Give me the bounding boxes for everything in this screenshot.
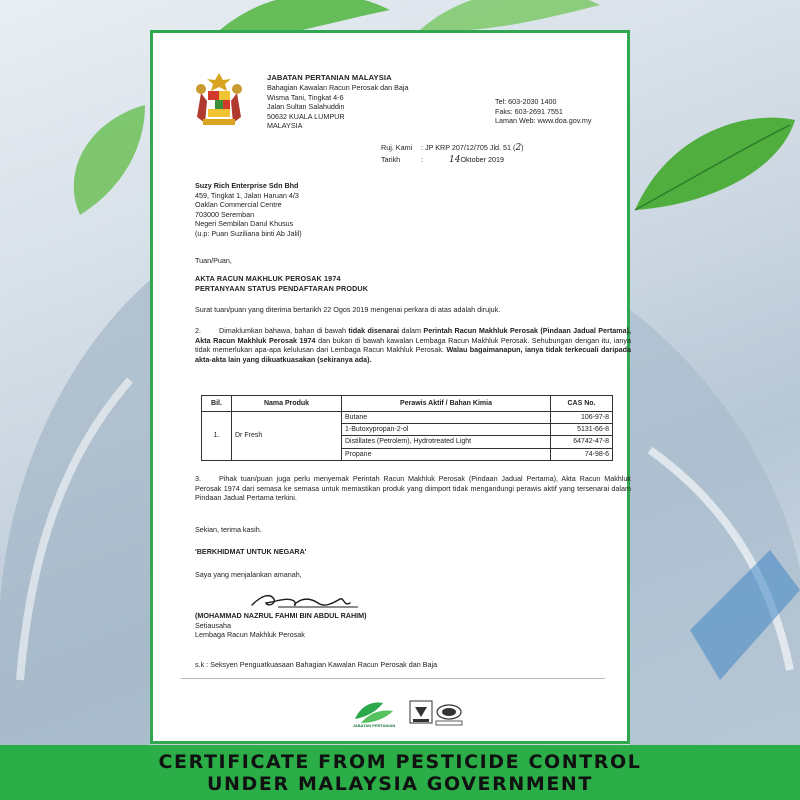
agency-contact xyxy=(495,97,625,126)
cell-ingredient: Distillates (Petrolem), Hydrotreated Light xyxy=(342,436,551,448)
cell-ingredient: 1-Butoxypropan-2-ol xyxy=(342,424,551,436)
background-swoosh-left xyxy=(0,240,150,750)
background-swoosh-right xyxy=(630,250,800,750)
malaysia-coat-of-arms-icon xyxy=(193,71,245,129)
date-row xyxy=(381,155,621,167)
contact-website: Laman Web: www.doa.gov.my xyxy=(495,116,592,125)
reference-handwritten: 2 xyxy=(515,143,522,153)
cell-cas: 64742-47-8 xyxy=(551,436,613,448)
address-line: Bahagian Kawalan Racun Perosak dan Baja xyxy=(267,83,409,93)
footer-divider xyxy=(181,678,605,679)
logo-label: JABATAN PERTANIAN xyxy=(352,723,396,728)
paragraph-2-text: Dimaklumkan bahawa, bahan di bawah xyxy=(219,326,349,335)
cell-cas: 106-97-8 xyxy=(551,412,613,424)
reference-value: : JP KRP 207/12/705 Jld. 51 ( xyxy=(421,143,516,152)
paragraph-number: 2. xyxy=(195,326,201,335)
subject-line-1: AKTA RACUN MAKHLUK PEROSAK 1974 xyxy=(195,274,341,283)
paragraph-number: 3. xyxy=(195,474,201,483)
date-value: Oktober 2019 xyxy=(460,154,505,164)
date-label: Tarikh xyxy=(381,154,401,164)
recipient-company: Suzy Rich Enterprise Sdn Bhd xyxy=(195,181,299,190)
table-header-row xyxy=(202,396,613,412)
recipient-line: Oaklan Commercial Centre xyxy=(195,200,282,209)
leaf-decoration-right-icon xyxy=(630,110,800,220)
leaf-decoration-left-icon xyxy=(50,100,150,220)
address-line: Jalan Sultan Salahuddin xyxy=(267,102,345,112)
handwritten-signature xyxy=(248,585,368,613)
paragraph-3 xyxy=(195,474,631,503)
cell-cas: 74-98-6 xyxy=(551,448,613,460)
signer-title: Setiausaha xyxy=(195,620,231,630)
iso-certification-badge-icon xyxy=(409,699,465,727)
paragraph-2-bold: tidak disenarai xyxy=(348,326,400,335)
paragraph-3-text: Pihak tuan/puan juga perlu menyemak Perintah Racun Makhluk Perosak (Pindaan Jadual Pertama), Akta Racun Makhluk Perosak 1974 dari semasa ke semasa untuk memastikan produk yang diimport tidak mengandungi perawis aktif yang tersenarai dalam Pindaan Jadual Pertama terkini. xyxy=(195,474,631,502)
ingredients-table xyxy=(201,395,613,461)
header-product: Nama Produk xyxy=(232,396,342,412)
banner-line-2: UNDER MALAYSIA GOVERNMENT xyxy=(207,772,593,795)
subject-line-2: PERTANYAAN STATUS PENDAFTARAN PRODUK xyxy=(195,283,369,293)
paragraph-2-text: dan bukan di bawah kawalan Lembaga Racun Makhluk Perosak. Sehubungan dengan itu, ianya tidak memerlukan apa-apa kelulusan dari Lembaga Racun Makhluk Perosak. xyxy=(195,335,631,354)
signer-name: (MOHAMMAD NAZRUL FAHMI BIN ABDUL RAHIM) xyxy=(195,611,367,620)
letter-subject xyxy=(195,274,368,293)
cell-product: Dr Fresh xyxy=(232,412,342,461)
header-ingredient: Perawis Aktif / Bahan Kimia xyxy=(342,396,551,412)
contact-fax: Faks: 603-2691 7551 xyxy=(495,106,563,116)
header-bil: Bil. xyxy=(202,396,232,412)
header-cas: CAS No. xyxy=(551,396,613,412)
cell-ingredient: Propane xyxy=(342,448,551,460)
recipient-line: 703000 Seremban xyxy=(195,209,255,219)
address-line: 50632 KUALA LUMPUR xyxy=(267,111,345,121)
table-row xyxy=(202,412,613,424)
paragraph-2-bold: Walau bagaimanapun, ianya tidak terkecuali daripada akta-akta lain yang dikuatkuasakan (sekiranya ada). xyxy=(195,345,631,364)
signer-org: Lembaga Racun Makhluk Perosak xyxy=(195,630,305,639)
reference-close: ) xyxy=(521,143,524,152)
certificate-banner xyxy=(0,745,800,800)
closing-motto: 'BERKHIDMAT UNTUK NEGARA' xyxy=(195,547,307,556)
closing-thanks: Sekian, terima kasih. xyxy=(195,525,262,534)
recipient-line: (u.p: Puan Suziliana binti Ab Jalil) xyxy=(195,228,302,238)
paragraph-2-text: dalam xyxy=(399,326,424,335)
date-handwritten-day: 14 xyxy=(449,154,461,165)
date-colon: : xyxy=(421,154,423,164)
address-line: Wisma Tani, Tingkat 4-6 xyxy=(267,92,344,102)
carbon-copy: s.k : Seksyen Penguatkuasaan Bahagian Kawalan Racun Perosak dan Baja xyxy=(195,660,438,669)
closing-trust: Saya yang menjalankan amanah, xyxy=(195,570,302,579)
paragraph-2 xyxy=(195,326,631,364)
recipient-line: Negeri Sembilan Darul Khusus xyxy=(195,219,294,228)
reference-label: Ruj. Kami xyxy=(381,143,413,152)
paragraph-2-bold: Perintah Racun Makhluk Perosak (Pindaan Jadual Pertama), Akta Racun Makhluk Perosak 1974 xyxy=(195,326,631,345)
agency-name: JABATAN PERTANIAN MALAYSIA xyxy=(267,73,392,82)
recipient-line: 459, Tingkat 1, Jalan Haruan 4/3 xyxy=(195,190,299,200)
address-line: MALAYSIA xyxy=(267,121,303,131)
cell-cas: 5131-66-8 xyxy=(551,424,613,436)
official-letter xyxy=(150,30,630,744)
reference-number-row xyxy=(381,143,621,155)
contact-phone: Tel: 603-2030 1400 xyxy=(495,97,557,106)
recipient-address xyxy=(195,181,495,238)
banner-line-1: CERTIFICATE FROM PESTICIDE CONTROL xyxy=(158,750,642,773)
salutation: Tuan/Puan, xyxy=(195,256,232,265)
agency-letterhead xyxy=(267,73,467,131)
signer-block xyxy=(195,611,367,640)
reference-block xyxy=(381,143,621,167)
paragraph-1: Surat tuan/puan yang diterima bertarikh 22 Ogos 2019 mengenai perkara di atas adalah dirujuk. xyxy=(195,305,501,314)
cell-ingredient: Butane xyxy=(342,412,551,424)
cell-bil: 1. xyxy=(202,412,232,461)
